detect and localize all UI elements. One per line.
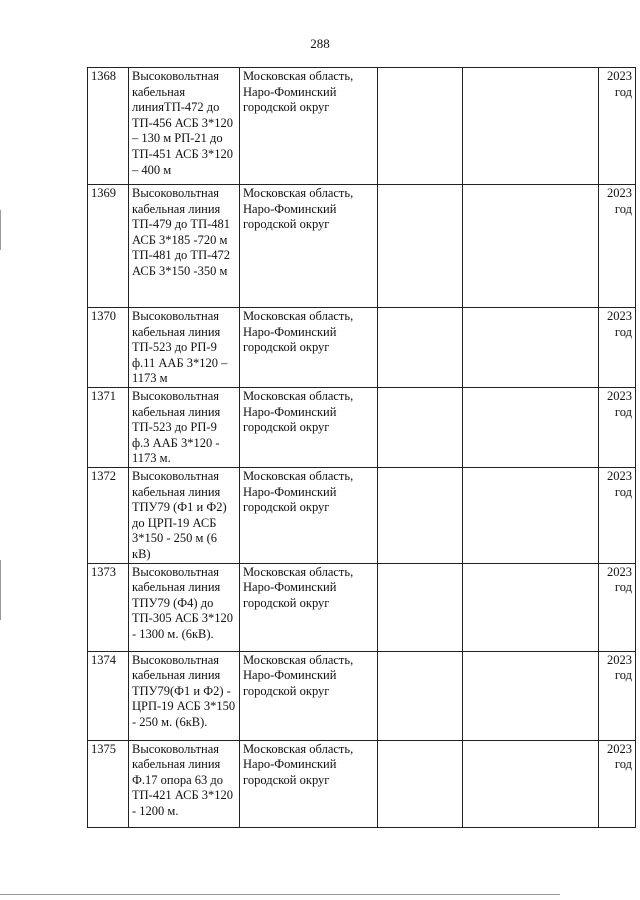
object-name: Высоковольтная кабельная линия ТП-523 до РП-9 ф.3 ААБ 3*120 - 1173 м.: [129, 387, 240, 467]
empty-cell: [463, 68, 599, 185]
object-location: Московская область, Наро-Фоминский городской округ: [240, 68, 378, 185]
object-year: 2023 год: [599, 308, 636, 388]
page-number: 288: [310, 36, 330, 51]
scan-artifact: [0, 210, 1, 250]
row-number: 1370: [88, 308, 129, 388]
object-name: Высоковольтная кабельная линия ТПУ79 (Ф4) до ТП-305 АСБ 3*120 - 1300 м. (6кВ).: [129, 563, 240, 651]
object-location: Московская область, Наро-Фоминский городской округ: [240, 740, 378, 827]
empty-cell: [378, 467, 463, 563]
object-location: Московская область, Наро-Фоминский городской округ: [240, 467, 378, 563]
row-number: 1368: [88, 68, 129, 185]
table-row: [88, 563, 636, 651]
object-name: Высоковольтная кабельная линия ТП-523 до РП-9 ф.11 ААБ 3*120 – 1173 м: [129, 308, 240, 388]
object-location: Московская область, Наро-Фоминский городской округ: [240, 185, 378, 308]
object-year: 2023 год: [599, 651, 636, 740]
row-number: 1372: [88, 467, 129, 563]
object-year: 2023 год: [599, 467, 636, 563]
object-location: Московская область, Наро-Фоминский городской округ: [240, 651, 378, 740]
empty-cell: [378, 185, 463, 308]
object-name: Высоковольтная кабельная линия ТП-479 до ТП-481 АСБ 3*185 -720 м ТП-481 до ТП-472 АСБ 3*150 -350 м: [129, 185, 240, 308]
empty-cell: [463, 467, 599, 563]
empty-cell: [463, 651, 599, 740]
table-row: [88, 740, 636, 827]
scan-artifact: [0, 894, 560, 895]
empty-cell: [463, 740, 599, 827]
object-name: Высоковольтная кабельная линияТП-472 до ТП-456 АСБ 3*120 – 130 м РП-21 до ТП-451 АСБ 3*120 – 400 м: [129, 68, 240, 185]
row-number: 1374: [88, 651, 129, 740]
empty-cell: [378, 563, 463, 651]
object-year: 2023 год: [599, 387, 636, 467]
registry-table: [87, 67, 636, 828]
object-name: Высоковольтная кабельная линия Ф.17 опора 63 до ТП-421 АСБ 3*120 - 1200 м.: [129, 740, 240, 827]
empty-cell: [463, 185, 599, 308]
object-location: Московская область, Наро-Фоминский городской округ: [240, 387, 378, 467]
object-name: Высоковольтная кабельная линия ТПУ79 (Ф1 и Ф2) до ЦРП-19 АСБ 3*150 - 250 м (6 кВ): [129, 467, 240, 563]
empty-cell: [463, 563, 599, 651]
object-year: 2023 год: [599, 68, 636, 185]
row-number: 1369: [88, 185, 129, 308]
object-name: Высоковольтная кабельная линия ТПУ79(Ф1 и Ф2) - ЦРП-19 АСБ 3*150 - 250 м. (6кВ).: [129, 651, 240, 740]
empty-cell: [463, 308, 599, 388]
empty-cell: [378, 651, 463, 740]
table-row: [88, 68, 636, 185]
object-year: 2023 год: [599, 740, 636, 827]
table-row: [88, 387, 636, 467]
row-number: 1375: [88, 740, 129, 827]
empty-cell: [378, 68, 463, 185]
object-location: Московская область, Наро-Фоминский городской округ: [240, 563, 378, 651]
object-year: 2023 год: [599, 563, 636, 651]
empty-cell: [378, 740, 463, 827]
object-year: 2023 год: [599, 185, 636, 308]
object-location: Московская область, Наро-Фоминский городской округ: [240, 308, 378, 388]
row-number: 1373: [88, 563, 129, 651]
row-number: 1371: [88, 387, 129, 467]
table-row: [88, 308, 636, 388]
scan-artifact: [0, 560, 1, 620]
empty-cell: [378, 308, 463, 388]
empty-cell: [463, 387, 599, 467]
table-row: [88, 467, 636, 563]
empty-cell: [378, 387, 463, 467]
table-row: [88, 651, 636, 740]
table-row: [88, 185, 636, 308]
